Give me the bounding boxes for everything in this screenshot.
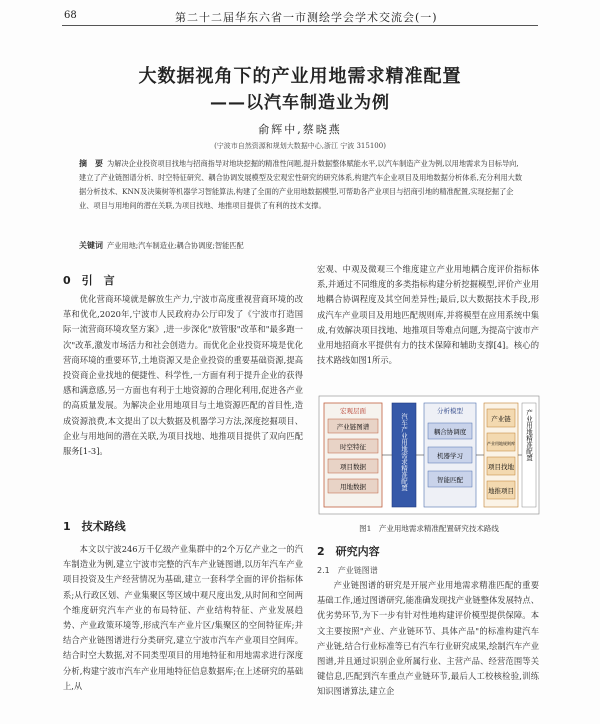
section-heading-research: 2 研究内容	[317, 545, 380, 558]
left-item-1: 产业链图谱	[336, 423, 370, 431]
keywords-label: 关键词	[79, 241, 103, 250]
middle-item-3: 智能匹配	[437, 476, 463, 484]
subsection-heading-chain: 2.1 产业链图谱	[317, 566, 378, 575]
abstract-label: 摘 要	[79, 159, 103, 168]
figure-caption: 图1 产业用地需求精准配置研究技术路线	[359, 524, 499, 533]
right-item-2: 产业用地规则库	[487, 441, 515, 446]
abstract	[79, 157, 523, 213]
tech-paragraph-continued: 宏观、中观及微观三个维度建立产业用地耦合度评价指标体系,并通过不同维度的多类指标构建分析挖掘模型,评价产业用地耦合协调程度及其空间差异性;最后,以大数据技术手段,形成汽车产业项目及用地匹配规则库,并将模型在应用系统中集成,有效解决项目找地、地推项目等难点问题,为提高宁波市产业用地招商水平提供有力的技术保障和辅助支撑[4]。核心的技术路线如图1所示。	[317, 264, 539, 366]
left-item-4: 用地数据	[340, 483, 366, 491]
keywords-text: 产业用地;汽车制造业;耦合协调度;智能匹配	[107, 241, 244, 250]
affiliation: (宁波市自然资源和规划大数据中心,浙江 宁波 315100)	[214, 142, 386, 150]
section-heading-intro: 0 引 言	[63, 274, 115, 287]
header-divider	[62, 25, 538, 26]
section-heading-tech: 1 技术路线	[63, 520, 126, 533]
figure-technical-route	[318, 395, 540, 533]
center-box-label: 汽车产业用地需求精准配置	[400, 413, 408, 491]
page-number: 68	[64, 10, 77, 21]
left-item-3: 项目数据	[340, 463, 366, 471]
section-2	[317, 543, 539, 716]
middle-group-title: 分析模型	[437, 407, 463, 415]
left-group-title: 宏观层面	[340, 407, 366, 415]
right-item-4: 地推项目	[488, 487, 514, 495]
research-paragraph: 产业链图谱的研究是开展产业用地需求精准匹配的重要基础工作,通过图谱研究,能准确发现找产业链整体发展特点、优劣势环节,为下一步有针对性地构建评价模型提供保障。本文主要按照"产业、产业链环节、具体产品"的标准构建汽车产业链,结合行业标准等已有汽车行业研究成果,绘制汽车产业图谱,并且通过识别企业所属行业、主营产品、经营范围等关键信息,匹配到汽车重点产业链环节,最后人工校核检验,训练知识图谱算法,建立企	[317, 580, 539, 697]
right-vertical-label: 产业用地精准配置	[525, 409, 533, 461]
flowchart	[318, 395, 540, 515]
running-header: 第二十二届华东六省一市测绘学会学术交流会(一)	[175, 11, 438, 24]
right-item-1: 产业链	[491, 415, 511, 423]
tech-paragraph: 本文以宁波246万千亿级产业集群中的2个万亿产业之一的汽车制造业为例,建立宁波市完整的汽车产业链图谱,以历年汽车产业项目投资及生产经营情况为基础,建立一套科学全面的评价指标体系;从行政区划、产业集聚区等区域中观尺度出发,从时间和空间两个维度研究汽车产业的布局特征、产业结构特征、产业发展趋势、产业政策环境等,形成汽车产业片区/集聚区的空间特征库;并结合产业链图谱进行分类研究,建立宁波市汽车产业项目空间库。结合时空大数据,对不同类型项目的用地特征和用地需求进行深度分析,构建宁波市汽车产业用地特征信息数据库;在上述研究的基础上,从	[63, 544, 303, 691]
right-column	[317, 262, 539, 384]
right-item-3: 项目找地	[488, 463, 514, 471]
authors: 俞辉中,蔡晓燕	[258, 123, 342, 136]
left-column	[63, 262, 303, 724]
paper-subtitle: ——以汽车制造业为例	[210, 93, 390, 113]
intro-paragraph: 优化营商环境就是解放生产力,宁波市高度重视营商环境的改革和优化,2020年,宁波市人民政府办公厅印发了《宁波市打造国际一流营商环境攻坚方案》,进一步深化"放管服"改革和"最多跑一次"改革,激发市场活力和社会创造力。而优化企业投资环境是优化营商环境的重要环节,土地资源又是企业投资的重要基础资源,提高投资商企业找地的便捷性、科学性,一方面有利于提升企业的获得感和满意感,另一方面也有利于土地资源的合理化利用,促进各产业的高质量发展。为解决企业用地项目与土地资源匹配的首目性,造成资源浪费,本文提出了以大数据及机器学习方法,深度挖掘项目、企业与用地间的潜在关联,为项目找地、地推项目提供了双向匹配服务[1-3]。	[63, 294, 303, 457]
paper-title: 大数据视角下的产业用地需求精准配置	[138, 66, 462, 87]
keywords	[79, 240, 523, 251]
abstract-text: 为解决企业投资项目找地与招商指导对地块挖掘的精准性问题,提升数据整体赋能水平,以汽车制造产业为例,以用地需求为目标导向,建立了产业链图谱分析、时空特征研究、耦合协调发展模型及宏观宏性研究的研究体系,构建汽车企业项目及用地数据分析体系,充分利用大数据分析技术、KNN及决策树等机器学习智能算法,构建了全面的产业用地数据模型,可帮助各产业项目与招商引地的精准配置,实现挖掘了企业、项目与用地间的潜在关联,为项目找地、地推项目提供了有利的技术支撑。	[79, 159, 523, 210]
middle-item-1: 耦合协调度	[433, 428, 467, 436]
middle-item-2: 机器学习	[437, 452, 463, 460]
left-item-2: 时空特征	[340, 443, 366, 451]
